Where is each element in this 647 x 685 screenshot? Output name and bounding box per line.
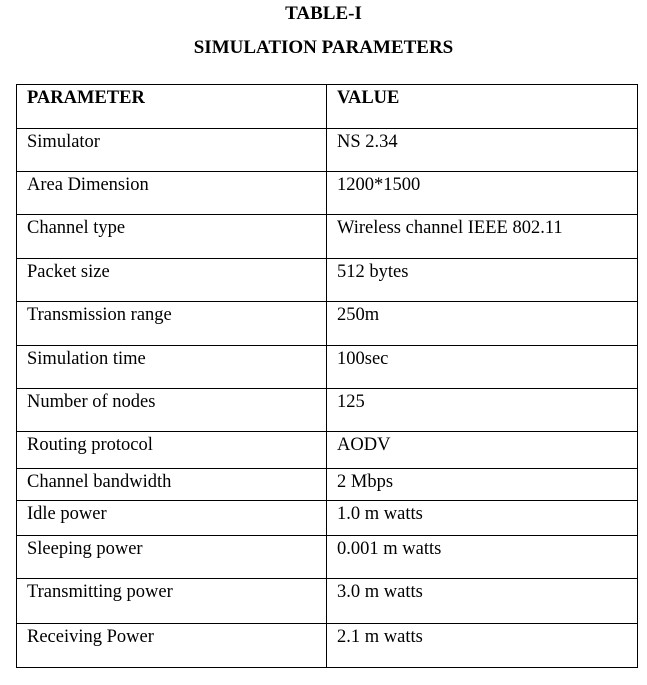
value-cell: 512 bytes — [327, 259, 638, 302]
parameter-cell: Transmitting power — [17, 579, 327, 624]
simulation-parameters-table — [16, 84, 638, 668]
value-cell: 100sec — [327, 346, 638, 389]
table-caption: SIMULATION PARAMETERS — [193, 37, 454, 58]
value-cell: 1.0 m watts — [327, 501, 638, 536]
value-cell: NS 2.34 — [327, 129, 638, 172]
value-cell: 125 — [327, 389, 638, 432]
table-row — [17, 172, 638, 215]
value-cell: Wireless channel IEEE 802.11 — [327, 215, 638, 259]
parameter-cell: Channel type — [17, 215, 327, 259]
table-label: TABLE-I — [285, 3, 362, 24]
value-cell: 250m — [327, 302, 638, 346]
value-cell: 2.1 m watts — [327, 624, 638, 668]
value-cell: 3.0 m watts — [327, 579, 638, 624]
parameter-cell: Routing protocol — [17, 432, 327, 469]
table-row — [17, 624, 638, 668]
table-header-row — [17, 85, 638, 129]
header-value: VALUE — [327, 85, 638, 129]
table-row — [17, 501, 638, 536]
table-row — [17, 432, 638, 469]
table-row — [17, 259, 638, 302]
parameter-cell: Area Dimension — [17, 172, 327, 215]
parameter-cell: Receiving Power — [17, 624, 327, 668]
table-row — [17, 579, 638, 624]
parameter-cell: Sleeping power — [17, 536, 327, 579]
value-cell: AODV — [327, 432, 638, 469]
table-row — [17, 389, 638, 432]
parameter-cell: Transmission range — [17, 302, 327, 346]
table-row — [17, 302, 638, 346]
table-row — [17, 469, 638, 501]
parameter-cell: Number of nodes — [17, 389, 327, 432]
value-cell: 2 Mbps — [327, 469, 638, 501]
table-row — [17, 129, 638, 172]
value-cell: 1200*1500 — [327, 172, 638, 215]
value-cell: 0.001 m watts — [327, 536, 638, 579]
parameter-cell: Channel bandwidth — [17, 469, 327, 501]
parameter-cell: Simulation time — [17, 346, 327, 389]
table-row — [17, 536, 638, 579]
parameter-cell: Packet size — [17, 259, 327, 302]
header-parameter: PARAMETER — [17, 85, 327, 129]
parameter-cell: Idle power — [17, 501, 327, 536]
parameter-cell: Simulator — [17, 129, 327, 172]
table-row — [17, 215, 638, 259]
table-row — [17, 346, 638, 389]
